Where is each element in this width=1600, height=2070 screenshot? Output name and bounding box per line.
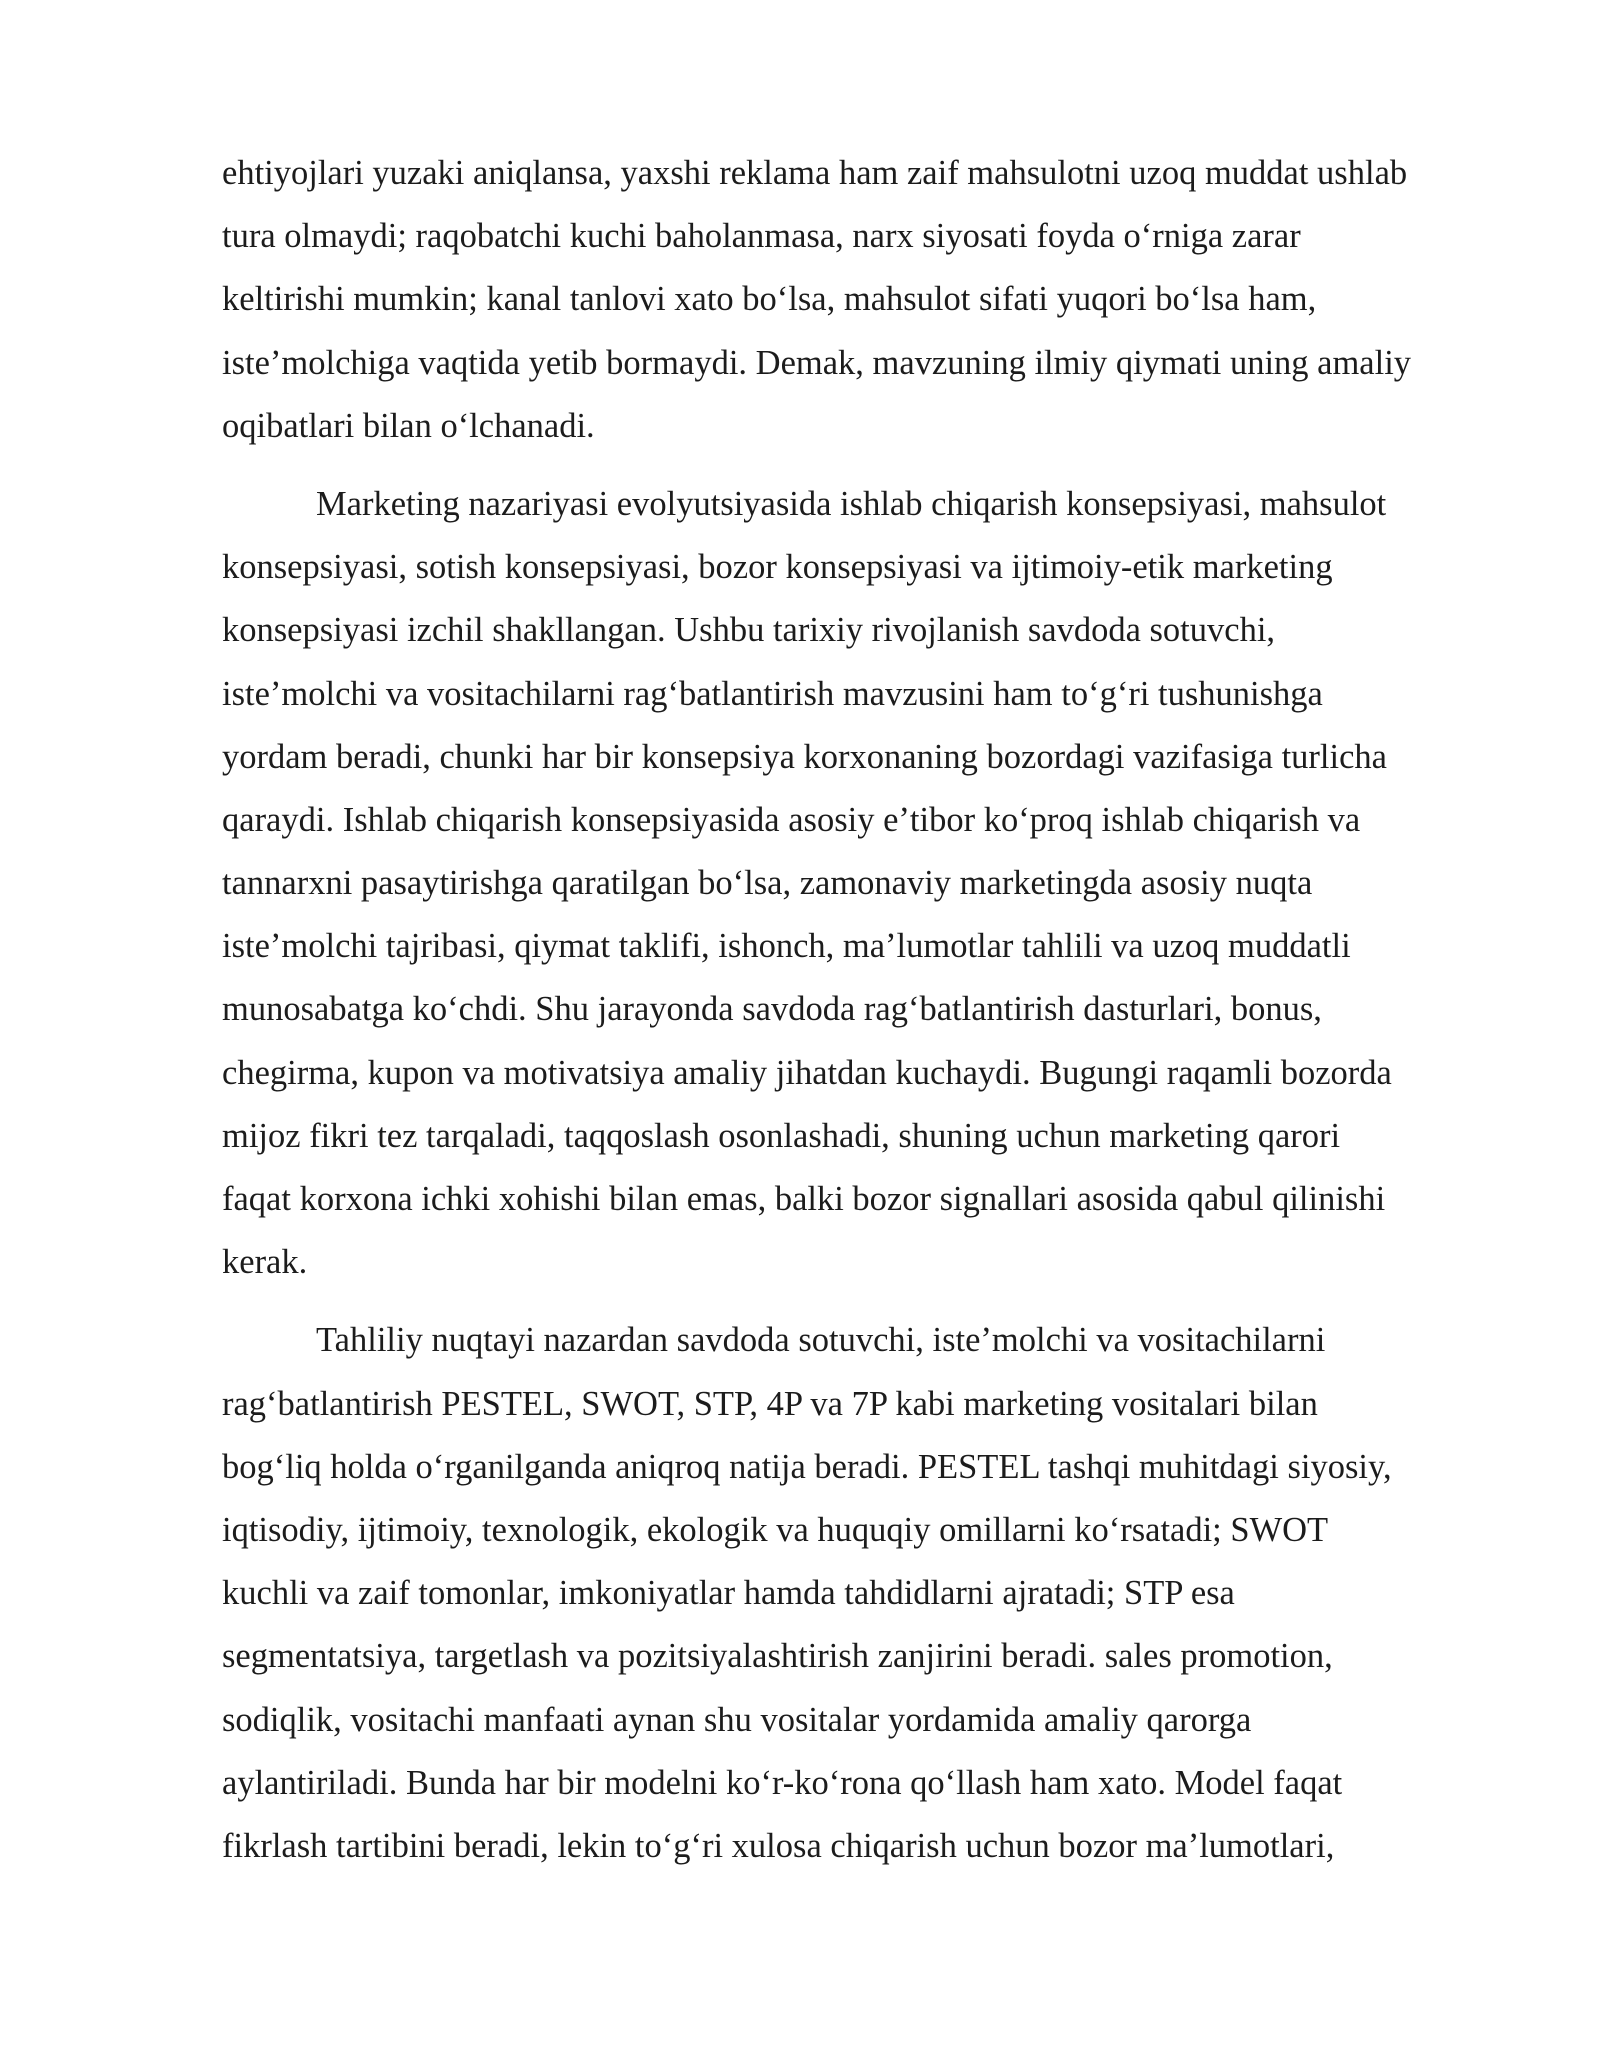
text-line: fikrlash tartibini beradi, lekin toʻgʻri xulosa chiqarish uchun bozor maʼlumotlari,	[222, 1826, 1335, 1865]
text-line: bogʻliq holda oʻrganilganda aniqroq natija beradi. PESTEL tashqi muhitdagi siyosiy,	[222, 1447, 1392, 1486]
text-line: aylantiriladi. Bunda har bir modelni koʻr-koʻrona qoʻllash ham xato. Model faqat	[222, 1763, 1343, 1802]
text-line: ehtiyojlari yuzaki aniqlansa, yaxshi reklama ham zaif mahsulotni uzoq muddat ushlab	[222, 154, 1408, 192]
text-line: sodiqlik, vositachi manfaati aynan shu vositalar yordamida amaliy qarorga	[222, 1700, 1252, 1739]
paragraph	[222, 473, 1486, 1294]
text-line: segmentatsiya, targetlash va pozitsiyalashtirish zanjirini beradi. sales promotion,	[222, 1637, 1333, 1676]
text-line: isteʼmolchi va vositachilarni ragʻbatlantirish mavzusini ham toʻgʻri tushunishga	[222, 674, 1323, 713]
text-line: oqibatlari bilan oʻlchanadi.	[222, 406, 595, 445]
text-line: tura olmaydi; raqobatchi kuchi baholanmasa, narx siyosati foyda oʻrniga zarar	[222, 217, 1301, 256]
paragraph	[222, 1309, 1486, 1878]
text-line: mijoz fikri tez tarqaladi, taqqoslash osonlashadi, shuning uchun marketing qarori	[222, 1116, 1341, 1155]
paragraph-spacer	[222, 1294, 1486, 1309]
text-line: konsepsiyasi izchil shakllangan. Ushbu tarixiy rivojlanish savdoda sotuvchi,	[222, 611, 1276, 650]
text-line: munosabatga koʻchdi. Shu jarayonda savdoda ragʻbatlantirish dasturlari, bonus,	[222, 990, 1322, 1029]
text-line: ragʻbatlantirish PESTEL, SWOT, STP, 4P va 7P kabi marketing vositalari bilan	[222, 1384, 1318, 1423]
text-line: keltirishi mumkin; kanal tanlovi xato boʻlsa, mahsulot sifati yuqori boʻlsa ham,	[222, 280, 1317, 319]
paragraph	[222, 142, 1486, 458]
text-line: Marketing nazariyasi evolyutsiyasida ishlab chiqarish konsepsiyasi, mahsulot	[316, 484, 1387, 523]
text-line: isteʼmolchiga vaqtida yetib bormaydi. Demak, mavzuning ilmiy qiymati uning amaliy	[222, 343, 1412, 382]
paragraph-spacer	[222, 458, 1486, 473]
text-line: konsepsiyasi, sotish konsepsiyasi, bozor konsepsiyasi va ijtimoiy-etik marketing	[222, 548, 1333, 587]
text-line: Tahliliy nuqtayi nazardan savdoda sotuvchi, isteʼmolchi va vositachilarni	[316, 1321, 1326, 1360]
text-line: chegirma, kupon va motivatsiya amaliy jihatdan kuchaydi. Bugungi raqamli bozorda	[222, 1053, 1392, 1092]
text-line: yordam beradi, chunki har bir konsepsiya korxonaning bozordagi vazifasiga turlicha	[222, 737, 1387, 776]
text-line: faqat korxona ichki xohishi bilan emas, balki bozor signallari asosida qabul qilinishi	[222, 1180, 1386, 1218]
text-line: tannarxni pasaytirishga qaratilgan boʻlsa, zamonaviy marketingda asosiy nuqta	[222, 864, 1313, 903]
text-line: qaraydi. Ishlab chiqarish konsepsiyasida asosiy eʼtibor koʻproq ishlab chiqarish va	[222, 800, 1361, 839]
text-line: kuchli va zaif tomonlar, imkoniyatlar hamda tahdidlarni ajratadi; STP esa	[222, 1574, 1235, 1613]
text-line: iqtisodiy, ijtimoiy, texnologik, ekologik va huquqiy omillarni koʻrsatadi; SWOT	[222, 1510, 1329, 1549]
text-line: kerak.	[222, 1243, 308, 1282]
document-body	[222, 142, 1486, 1878]
text-line: isteʼmolchi tajribasi, qiymat taklifi, ishonch, maʼlumotlar tahlili va uzoq muddatli	[222, 927, 1351, 966]
